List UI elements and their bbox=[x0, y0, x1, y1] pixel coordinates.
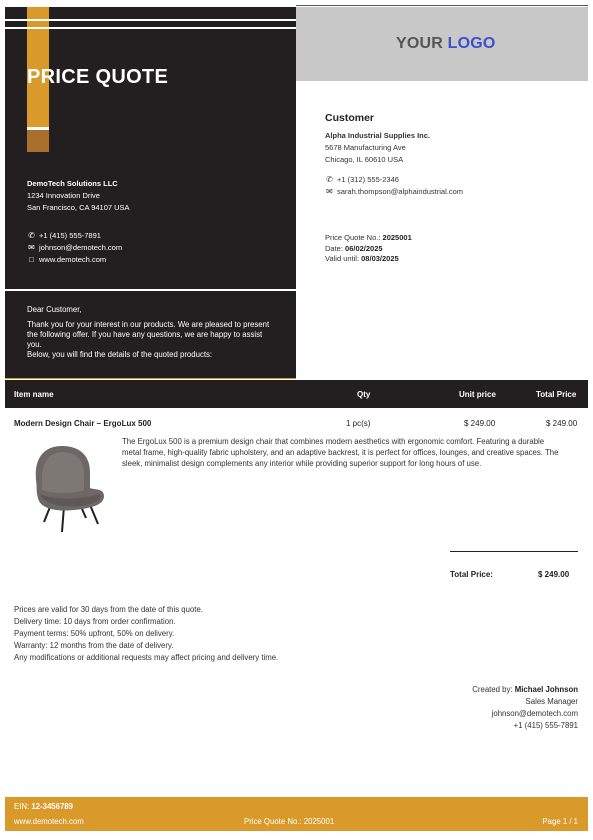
website-icon: □ bbox=[29, 255, 34, 264]
quote-info: Price Quote No.: 2025001 Date: 06/02/2025 Valid until: 08/03/2025 bbox=[325, 233, 412, 263]
intro-accent-rule bbox=[5, 378, 296, 379]
company-address-1: 1234 Innovation Drive bbox=[27, 191, 100, 200]
company-logo: YOUR LOGO bbox=[396, 35, 496, 52]
intro-body: Thank you for your interest in our products. We are pleased to present the following offer. If you have any questions, we are happy to assist you. bbox=[27, 320, 270, 349]
footer-website[interactable]: www.demotech.com bbox=[14, 817, 84, 826]
total-rule bbox=[450, 551, 578, 552]
customer-address-2: Chicago, IL 60610 USA bbox=[325, 155, 404, 164]
company-email[interactable]: johnson@demotech.com bbox=[39, 243, 123, 252]
grand-total-label: Total Price: bbox=[450, 570, 493, 579]
term-line: Warranty: 12 months from the date of delivery. bbox=[14, 641, 174, 650]
document-title: PRICE QUOTE bbox=[27, 66, 169, 88]
footer bbox=[5, 797, 588, 831]
product-chair-image bbox=[24, 440, 112, 538]
creator-email[interactable]: johnson@demotech.com bbox=[491, 709, 578, 718]
email-icon: ✉ bbox=[326, 187, 333, 196]
quote-number: 2025001 bbox=[382, 233, 412, 242]
phone-icon: ✆ bbox=[326, 175, 333, 184]
col-unit-price: Unit price bbox=[459, 390, 496, 399]
phone-icon: ✆ bbox=[28, 231, 35, 240]
footer-quote-number: Price Quote No.: 2025001 bbox=[244, 817, 335, 826]
customer-name: Alpha Industrial Supplies Inc. bbox=[325, 131, 431, 140]
item-description: The ErgoLux 500 is a premium design chair that combines modern aesthetics with ergonomic comfort. Featuring a durable metal frame, high-quality fabric upholstery, and an adaptive backrest, it is perfect for offices, lounges, and creative spaces. The sleek, minimalist design complements any interior while providing superior support for long hours of use. bbox=[122, 437, 559, 468]
top-rule bbox=[296, 5, 588, 6]
item-qty: 1 pc(s) bbox=[346, 419, 371, 428]
item-total-price: $ 249.00 bbox=[546, 419, 578, 428]
grand-total-value: $ 249.00 bbox=[538, 570, 570, 579]
col-total-price: Total Price bbox=[536, 390, 577, 399]
creator-phone: +1 (415) 555-7891 bbox=[513, 721, 578, 730]
footer-page-number: Page 1 / 1 bbox=[542, 817, 578, 826]
intro-greeting: Dear Customer, bbox=[27, 305, 82, 314]
term-line: Prices are valid for 30 days from the date of this quote. bbox=[14, 605, 203, 614]
customer-heading: Customer bbox=[325, 112, 375, 124]
company-phone: +1 (415) 555-7891 bbox=[39, 231, 101, 240]
company-name: DemoTech Solutions LLC bbox=[27, 179, 118, 188]
company-website[interactable]: www.demotech.com bbox=[39, 255, 107, 264]
terms-block bbox=[14, 604, 278, 664]
accent-bar-bottom bbox=[27, 130, 49, 152]
creator-name: Michael Johnson bbox=[514, 685, 578, 694]
col-qty: Qty bbox=[357, 390, 371, 399]
customer-block bbox=[325, 112, 463, 198]
created-by-block: Created by: Michael Johnson Sales Manager johnson@demotech.com +1 (415) 555-7891 bbox=[472, 685, 578, 730]
term-line: Payment terms: 50% upfront, 50% on delivery. bbox=[14, 629, 175, 638]
email-icon: ✉ bbox=[28, 243, 35, 252]
quote-date: 06/02/2025 bbox=[345, 243, 383, 253]
company-address-2: San Francisco, CA 94107 USA bbox=[27, 203, 130, 212]
term-line: Delivery time: 10 days from order confirmation. bbox=[14, 617, 176, 626]
decor-line-3 bbox=[27, 127, 49, 130]
customer-phone: +1 (312) 555-2346 bbox=[337, 175, 399, 184]
intro-lead: Below, you will find the details of the quoted products: bbox=[27, 350, 213, 359]
intro-text bbox=[27, 305, 277, 360]
decor-line-2 bbox=[5, 27, 296, 29]
col-item-name: Item name bbox=[14, 390, 54, 399]
item-unit-price: $ 249.00 bbox=[464, 419, 496, 428]
creator-role: Sales Manager bbox=[525, 697, 578, 706]
item-name: Modern Design Chair – ErgoLux 500 bbox=[14, 419, 152, 428]
items-table-header bbox=[5, 380, 588, 408]
company-block bbox=[27, 178, 130, 266]
decor-line-1 bbox=[5, 19, 296, 21]
customer-address-1: 5678 Manufacturing Ave bbox=[325, 143, 406, 152]
term-line: Any modifications or additional requests may affect pricing and delivery time. bbox=[14, 653, 279, 662]
footer-ein: EIN: 12-3456789 bbox=[14, 802, 73, 811]
quote-valid-until: 08/03/2025 bbox=[361, 254, 399, 263]
customer-email[interactable]: sarah.thompson@alphaindustrial.com bbox=[337, 187, 464, 196]
